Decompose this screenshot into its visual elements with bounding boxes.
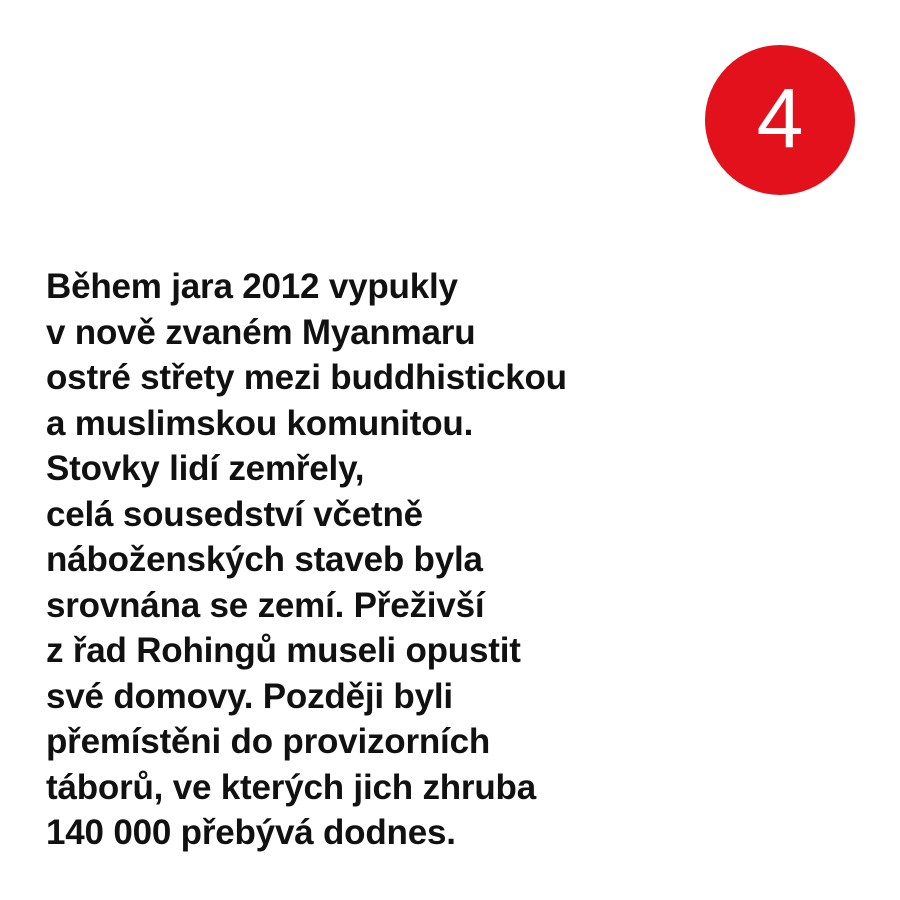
step-number-badge: [705, 45, 855, 195]
paragraph-line: ostré střety mezi buddhistickou: [46, 358, 567, 397]
paragraph-line: 140 000 přebývá dodnes.: [46, 813, 456, 852]
paragraph-line: a muslimskou komunitou.: [46, 403, 474, 443]
paragraph-line: v nově zvaném Myanmaru: [46, 312, 476, 352]
paragraph-line: táborů, ve kterých jich zhruba: [46, 767, 536, 807]
paragraph-line: přemístěni do provizorních: [46, 722, 491, 761]
paragraph-line: srovnána se zemí. Přeživší: [46, 585, 485, 625]
paragraph-line: celá sousedství včetně: [46, 494, 423, 534]
paragraph-line: Stovky lidí zemřely,: [46, 449, 365, 488]
paragraph-line: své domovy. Později byli: [46, 676, 453, 716]
paragraph-line: náboženských staveb byla: [46, 540, 483, 579]
paragraph-line: z řad Rohingů museli opustit: [46, 631, 521, 670]
step-number: 4: [756, 71, 804, 165]
story-paragraph: [46, 264, 666, 856]
paragraph-line: Během jara 2012 vypukly: [46, 267, 458, 306]
